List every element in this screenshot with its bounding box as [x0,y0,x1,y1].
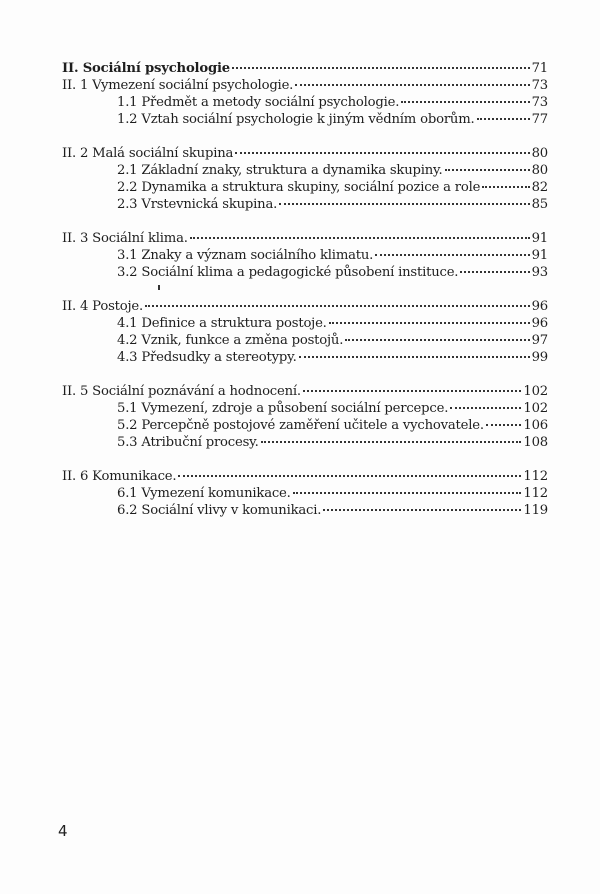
toc-entry [62,179,548,196]
toc-entry-page: 106 [523,418,548,433]
dot-leader [295,84,529,86]
toc-entry-page: 77 [531,112,548,127]
toc-entry [62,162,548,179]
toc-group [62,145,548,213]
dot-leader [445,169,530,171]
toc-entry [62,111,548,128]
toc-entry-page: 80 [531,146,548,161]
dot-leader [375,254,529,256]
dot-leader [299,356,530,358]
dot-leader [329,322,530,324]
toc-entry-title: II. 1 Vymezení sociální psychologie. [62,78,294,93]
dot-leader [178,475,521,477]
toc-entry [62,332,548,349]
toc-entry-page: 71 [531,61,548,76]
toc-entry [62,298,548,315]
dot-leader [401,101,529,103]
toc-entry [62,434,548,451]
toc-entry-page: 102 [523,401,548,416]
toc-entry-page: 112 [523,469,548,484]
toc-entry-title: 1.1 Předmět a metody sociální psychologie. [117,95,400,110]
toc-entry-title: II. 5 Sociální poznávání a hodnocení. [62,384,301,399]
toc-entry [62,349,548,366]
toc-entry [62,94,548,111]
toc-entry-page: 91 [531,231,548,246]
toc-entry [62,77,548,94]
dot-leader [303,390,522,392]
dot-leader [477,118,530,120]
toc-group [62,298,548,366]
toc-entry-page: 91 [531,248,548,263]
toc-entry-title: 2.1 Základní znaky, struktura a dynamika skupiny. [117,163,443,178]
dot-leader [482,186,529,188]
dot-leader [145,305,530,307]
toc-entry-title: 5.1 Vymezení, zdroje a působení sociální percepce. [117,401,449,416]
toc-entry-title: 4.2 Vznik, funkce a změna postojů. [117,333,344,348]
toc-entry [62,315,548,332]
toc-entry [62,502,548,519]
toc-entry-page: 96 [531,316,548,331]
toc-entry-page: 80 [531,163,548,178]
toc-entry-page: 102 [523,384,548,399]
dot-leader [190,237,530,239]
toc-entry-page: 97 [531,333,548,348]
toc-entry-page: 73 [531,95,548,110]
dot-leader [235,152,529,154]
toc-entry-title: 3.1 Znaky a význam sociálního klimatu. [117,248,374,263]
toc-entry-title: 3.2 Sociální klima a pedagogické působení instituce. [117,265,459,280]
toc-entry [62,400,548,417]
toc-entry-page: 112 [523,486,548,501]
toc-entry-page: 85 [531,197,548,212]
toc-entry [62,247,548,264]
toc-entry-page: 93 [531,265,548,280]
toc-entry [62,383,548,400]
toc-entry [62,485,548,502]
toc-entry [62,196,548,213]
toc-entry [62,60,548,77]
dot-leader [450,407,521,409]
dot-leader [323,509,521,511]
toc-entry-title: II. 3 Sociální klima. [62,231,188,246]
toc-group [62,468,548,519]
toc-entry [62,264,548,281]
toc-entry-title: 4.3 Předsudky a stereotypy. [117,350,297,365]
toc-entry [62,230,548,247]
toc-entry-title: 6.1 Vymezení komunikace. [117,486,291,501]
dot-leader [232,67,530,69]
toc-entry-title: II. 2 Malá sociální skupina [62,146,234,161]
toc-entry-title: 2.3 Vrstevnická skupina. [117,197,278,212]
toc-entry-page: 96 [531,299,548,314]
table-of-contents [62,60,548,536]
dot-leader [486,424,522,426]
toc-entry-page: 108 [523,435,548,450]
toc-entry [62,145,548,162]
toc-entry-title: 6.2 Sociální vlivy v komunikaci. [117,503,322,518]
toc-entry-page: 73 [531,78,548,93]
dot-leader [293,492,522,494]
dot-leader [261,441,522,443]
toc-group [62,60,548,128]
toc-entry [62,468,548,485]
page-number: 4 [58,822,68,840]
toc-entry-page: 99 [531,350,548,365]
toc-entry-title: II. 6 Komunikace. [62,469,177,484]
toc-entry-title: 1.2 Vztah sociální psychologie k jiným vědním oborům. [117,112,475,127]
dot-leader [279,203,529,205]
toc-entry [62,417,548,434]
toc-entry-title: II. 4 Postoje. [62,299,143,314]
toc-entry-page: 119 [523,503,548,518]
dot-leader [345,339,529,341]
toc-entry-title: 5.3 Atribuční procesy. [117,435,259,450]
toc-entry-title: 5.2 Percepčně postojové zaměření učitele a vychovatele. [117,418,484,433]
toc-entry-page: 82 [531,180,548,195]
toc-group [62,230,548,281]
toc-entry-title: 2.2 Dynamika a struktura skupiny, sociální pozice a role [117,180,481,195]
toc-group [62,383,548,451]
scan-speck [158,285,160,290]
toc-entry-title: II. Sociální psychologie [62,61,230,76]
toc-entry-title: 4.1 Definice a struktura postoje. [117,316,327,331]
dot-leader [460,271,529,273]
